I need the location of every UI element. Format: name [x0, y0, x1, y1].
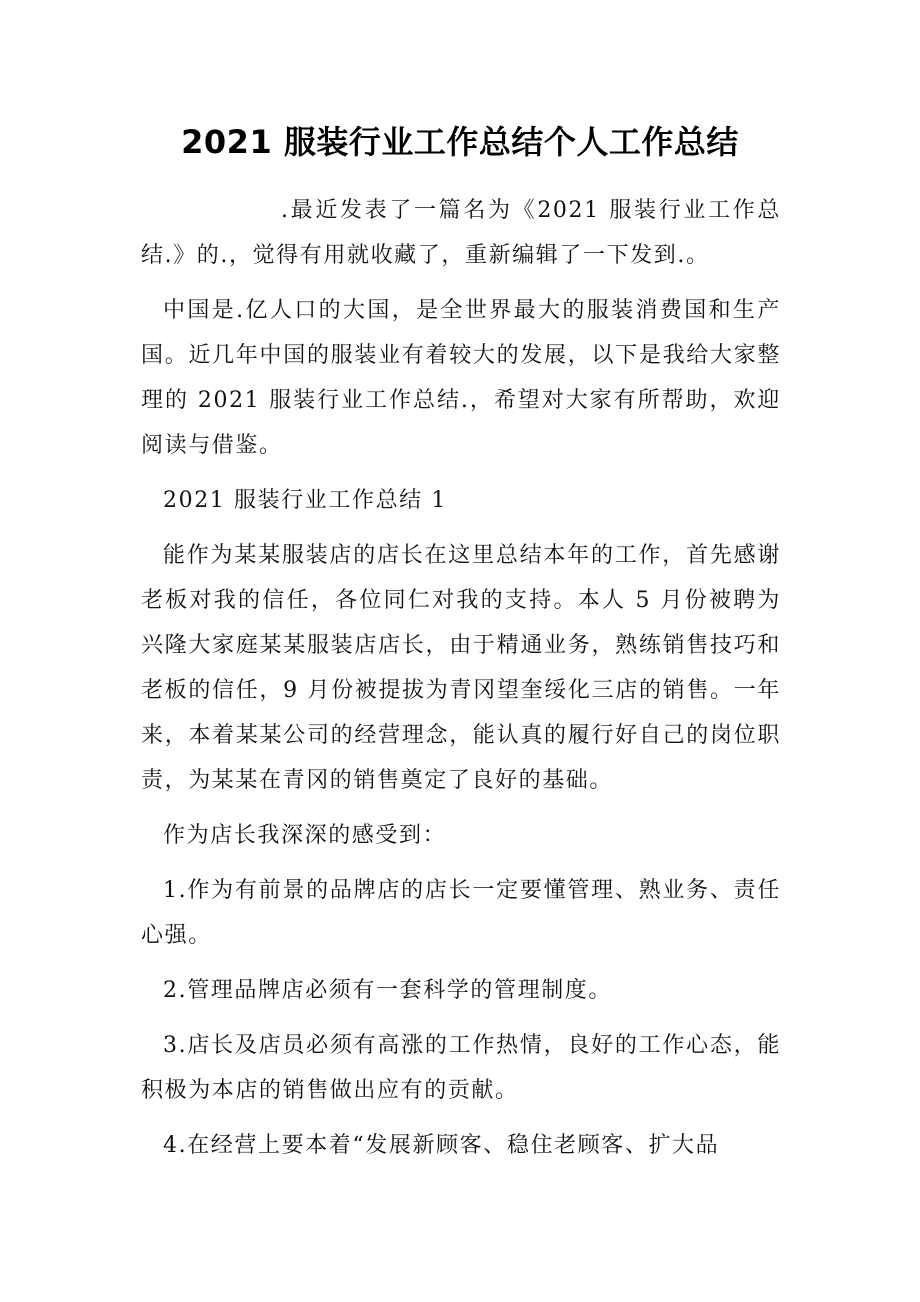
- list-item-1: 1.作为有前景的品牌店的店长一定要懂管理、熟业务、责任心强。: [141, 878, 781, 948]
- feelings-paragraph: 作为店长我深深的感受到：: [163, 823, 447, 848]
- overview-paragraph: 中国是.亿人口的大国，是全世界最大的服装消费国和生产国。近几年中国的服装业有着较大的发展，以下是我给大家整理的 2021 服装行业工作总结.，希望对大家有所帮助，欢迎阅读与借鉴。: [141, 298, 781, 458]
- document-title: 2021 服装行业工作总结个人工作总结: [181, 123, 739, 161]
- section-heading: 2021 服装行业工作总结 1: [163, 488, 447, 513]
- document-body: [141, 188, 781, 1178]
- list-item-4: 4.在经营上要本着“发展新顾客、稳住老顾客、扩大品: [163, 1133, 720, 1158]
- list-item-2: 2.管理品牌店必须有一套科学的管理制度。: [163, 978, 612, 1003]
- list-item-3: 3.店长及店员必须有高涨的工作热情，良好的工作心态，能积极为本店的销售做出应有的贡献。: [141, 1033, 781, 1103]
- summary-paragraph: 能作为某某服装店的店长在这里总结本年的工作，首先感谢老板对我的信任，各位同仁对我的支持。本人 5 月份被聘为兴隆大家庭某某服装店店长，由于精通业务，熟练销售技巧和老板的信任，9 月份被提拔为青冈望奎绥化三店的销售。一年来，本着某某公司的经营理念，能认真的履行好自己的岗位职责，为某某在青冈的销售奠定了良好的基础。: [141, 543, 781, 793]
- intro-paragraph: .最近发表了一篇名为《2021 服装行业工作总结.》的.，觉得有用就收藏了，重新编辑了一下发到.。: [141, 198, 781, 268]
